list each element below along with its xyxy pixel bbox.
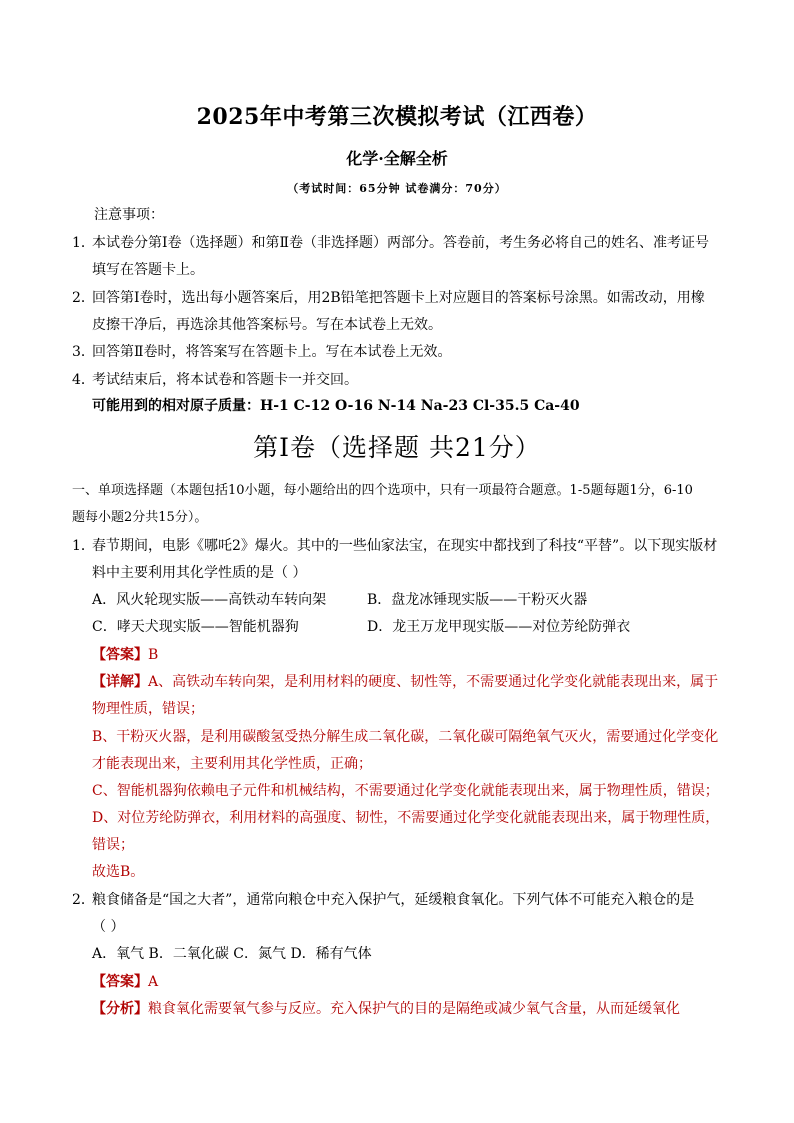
q2-analysis-line-1 (92, 999, 680, 1019)
q1-option-d: D．龙王万龙甲现实版——对位芳纶防弹衣 (367, 619, 631, 635)
q2-answer (92, 972, 158, 992)
q2-number: 2． (72, 892, 95, 908)
note-3-line-1: 回答第Ⅱ卷时，将答案写在答题卡上。写在本试卷上无效。 (92, 344, 452, 360)
q1-stem-line-2: 料中主要利用其化学性质的是（ ） (92, 565, 307, 581)
q2-analysis-tag: 【分析】 (92, 1001, 148, 1017)
q1-option-a: A．风火轮现实版——高铁动车转向架 (92, 592, 327, 608)
q1-answer (92, 645, 158, 665)
atomic-mass-line: 可能用到的相对原子质量：H-1 C-12 O-16 N-14 Na-23 Cl-35.5 Ca-40 (92, 398, 580, 414)
q2-stem-line-1: 粮食储备是“国之大者”，通常向粮仓中充入保护气，延缓粮食氧化。下列气体不可能充入粮仓的是 (92, 892, 695, 908)
q1-detail-line-8: 故选B。 (92, 864, 145, 880)
note-3-number: 3． (72, 344, 95, 360)
section-title: 第Ⅰ卷（选择题 共21分） (253, 433, 541, 462)
note-1-line-1: 本试卷分第Ⅰ卷（选择题）和第Ⅱ卷（非选择题）两部分。答卷前，考生务必将自己的姓名、准考证号 (92, 235, 710, 251)
q2-answer-tag: 【答案】 (92, 974, 148, 990)
q1-detail-line-2: 物理性质，错误； (92, 701, 204, 717)
q1-detail-line-1 (92, 672, 718, 692)
page-title: 2025年中考第三次模拟考试（江西卷） (196, 104, 598, 130)
note-4-line-1: 考试结束后，将本试卷和答题卡一并交回。 (92, 372, 358, 388)
note-2-line-2: 皮擦干净后，再选涂其他答案标号。写在本试卷上无效。 (92, 317, 442, 333)
note-1-number: 1． (72, 235, 95, 251)
part1-instruction-line-1: 一、单项选择题（本题包括10小题，每小题给出的四个选项中，只有一项最符合题意。1-5题每题1分，6-10 (72, 483, 693, 498)
q2-options: A．氧气 B．二氧化碳 C．氮气 D．稀有气体 (92, 946, 372, 962)
q1-detail-tag: 【详解】 (92, 674, 148, 690)
q1-detail-line-4: 才能表现出来，主要利用其化学性质，正确； (92, 756, 372, 772)
q1-detail-line-6: D、对位芳纶防弹衣，利用材料的高强度、韧性，不需要通过化学变化就能表现出来，属于物理性质， (92, 810, 720, 826)
note-2-line-1: 回答第Ⅰ卷时，选出每小题答案后，用2B铅笔把答题卡上对应题目的答案标号涂黑。如需改动，用橡 (92, 290, 705, 306)
exam-info: （考试时间：65分钟 试卷满分：70分） (287, 182, 507, 195)
q2-answer-value: A (148, 974, 159, 990)
part1-instruction-line-2: 题每小题2分共15分）。 (72, 510, 208, 525)
q1-answer-tag: 【答案】 (92, 647, 148, 663)
q1-option-b: B．盘龙冰锤现实版——干粉灭火器 (367, 592, 588, 608)
q1-answer-value: B (148, 647, 159, 663)
q1-stem-line-1: 春节期间，电影《哪吒2》爆火。其中的一些仙家法宝，在现实中都找到了科技“平替”。以下现实版材 (92, 538, 718, 554)
notes-heading: 注意事项： (94, 207, 164, 223)
q1-detail-line-3: B、干粉灭火器，是利用碳酸氢受热分解生成二氧化碳，二氧化碳可隔绝氧气灭火，需要通过化学变化 (92, 729, 719, 745)
q1-detail-line-7: 错误； (92, 837, 134, 853)
q1-option-c: C．哮天犬现实版——智能机器狗 (92, 619, 299, 635)
q1-detail-line-5: C、智能机器狗依赖电子元件和机械结构，不需要通过化学变化就能表现出来，属于物理性质，错误； (92, 783, 719, 799)
note-4-number: 4． (72, 372, 95, 388)
page-subtitle: 化学·全解全析 (346, 149, 448, 168)
q1-number: 1． (72, 538, 95, 554)
q2-analysis-text: 粮食氧化需要氧气参与反应。充入保护气的目的是隔绝或减少氧气含量，从而延缓氧化 (148, 1001, 680, 1017)
note-1-line-2: 填写在答题卡上。 (92, 262, 204, 278)
q2-stem-line-2: （ ） (92, 919, 125, 935)
note-2-number: 2． (72, 290, 95, 306)
q1-detail-text-1: A、高铁动车转向架，是利用材料的硬度、韧性等，不需要通过化学变化就能表现出来，属于 (148, 674, 719, 690)
